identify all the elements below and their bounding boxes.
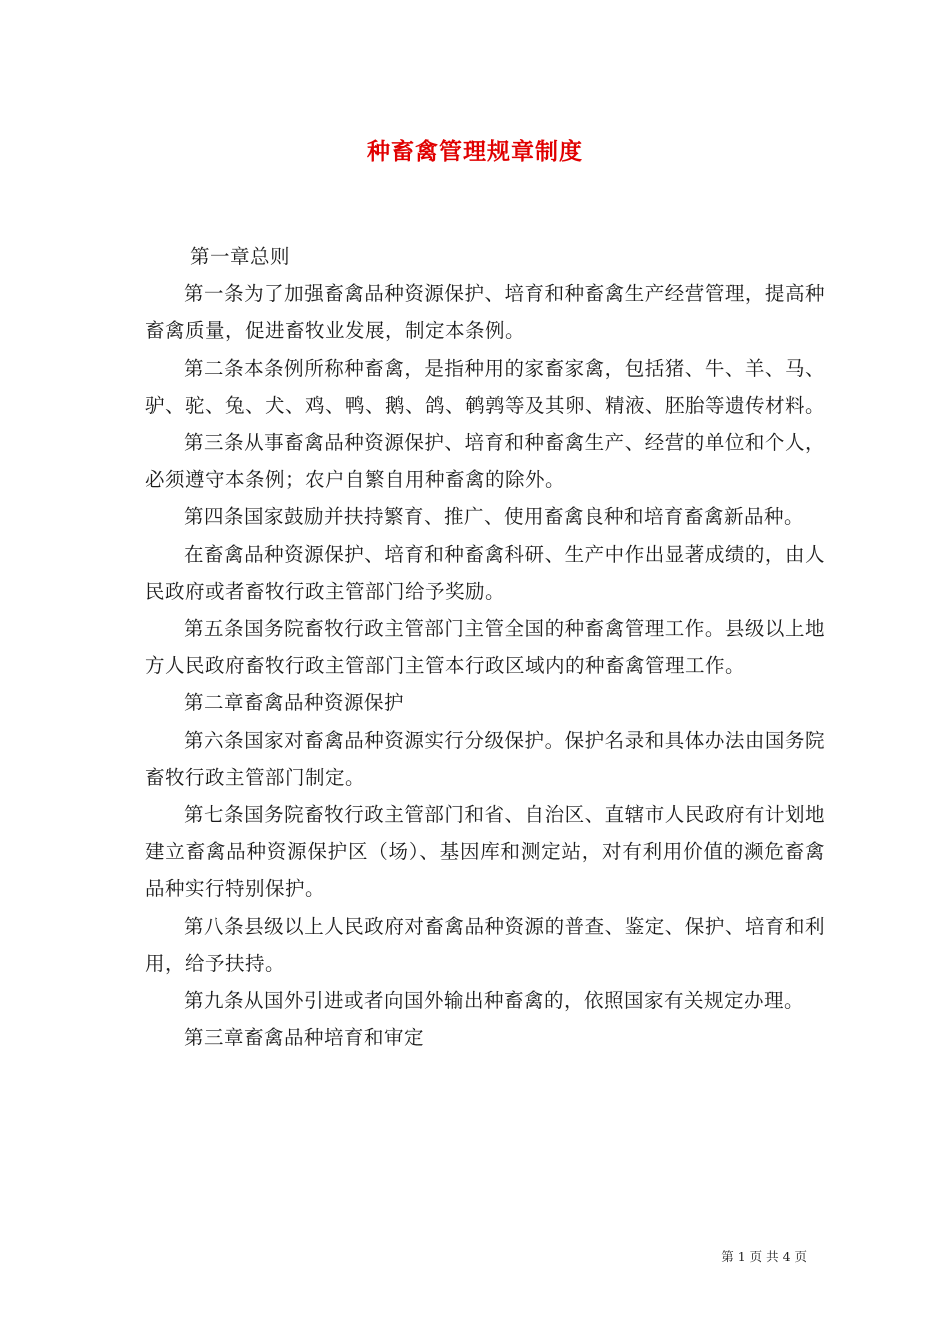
chapter-heading: 第二章畜禽品种资源保护 bbox=[184, 691, 405, 715]
chapter-heading: 第三章畜禽品种培育和审定 bbox=[184, 1026, 425, 1050]
document-body bbox=[145, 238, 825, 1056]
chapter-heading: 第一章总则 bbox=[190, 245, 291, 268]
article-paragraph: 第六条国家对畜禽品种资源实行分级保护。保护名录和具体办法由国务院畜牧行政主管部门制定。 bbox=[145, 728, 825, 789]
article-paragraph: 第一条为了加强畜禽品种资源保护、培育和种畜禽生产经营管理，提高种畜禽质量，促进畜牧业发展，制定本条例。 bbox=[145, 282, 825, 343]
article-paragraph: 第九条从国外引进或者向国外输出种畜禽的，依照国家有关规定办理。 bbox=[184, 989, 805, 1013]
article-paragraph: 第七条国务院畜牧行政主管部门和省、自治区、直辖市人民政府有计划地建立畜禽品种资源保护区（场）、基因库和测定站，对有利用价值的濒危畜禽品种实行特别保护。 bbox=[145, 803, 825, 901]
page-number: 第 1 页 共 4 页 bbox=[721, 1249, 807, 1264]
article-paragraph: 第二条本条例所称种畜禽，是指种用的家畜家禽，包括猪、牛、羊、马、驴、驼、兔、犬、鸡、鸭、鹅、鸽、鹌鹑等及其卵、精液、胚胎等遗传材料。 bbox=[145, 356, 826, 417]
article-paragraph: 第八条县级以上人民政府对畜禽品种资源的普查、鉴定、保护、培育和利用，给予扶持。 bbox=[145, 914, 825, 975]
document-title: 种畜禽管理规章制度 bbox=[367, 138, 583, 165]
article-paragraph: 第五条国务院畜牧行政主管部门主管全国的种畜禽管理工作。县级以上地方人民政府畜牧行政主管部门主管本行政区域内的种畜禽管理工作。 bbox=[145, 617, 825, 678]
article-paragraph: 在畜禽品种资源保护、培育和种畜禽科研、生产中作出显著成绩的，由人民政府或者畜牧行政主管部门给予奖励。 bbox=[145, 542, 825, 603]
article-paragraph: 第四条国家鼓励并扶持繁育、推广、使用畜禽良种和培育畜禽新品种。 bbox=[184, 505, 805, 529]
article-paragraph: 第三条从事畜禽品种资源保护、培育和种畜禽生产、经营的单位和个人，必须遵守本条例；农户自繁自用种畜禽的除外。 bbox=[145, 431, 825, 492]
